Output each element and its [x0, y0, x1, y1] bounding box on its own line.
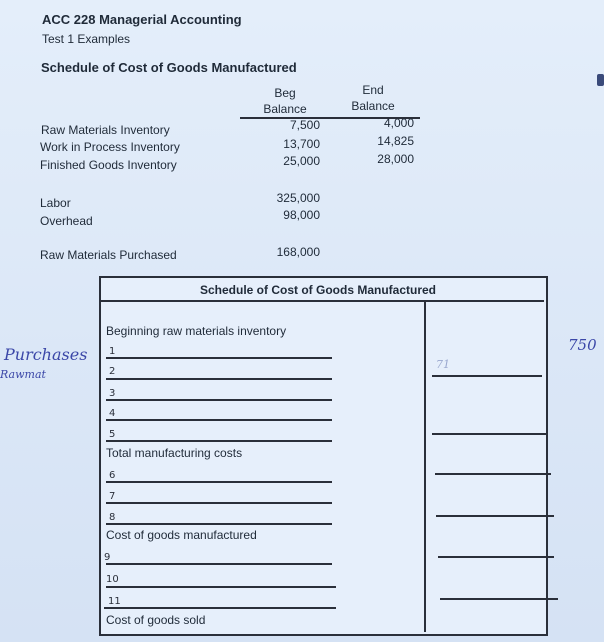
col-beg-line2: Balance	[263, 102, 307, 116]
labor-value: 325,000	[276, 191, 320, 205]
line-number: 9	[104, 552, 111, 563]
entry-line[interactable]	[106, 502, 332, 504]
line-number: 11	[108, 596, 121, 607]
rm-purchased-value: 168,000	[276, 245, 320, 259]
end-raw-materials: 4,000	[383, 116, 414, 130]
handwritten-number: 750	[568, 336, 597, 354]
entry-line[interactable]	[106, 419, 332, 421]
line-number: 8	[109, 512, 116, 523]
beginning-rm-label: Beginning raw materials inventory	[106, 324, 287, 338]
amount-line[interactable]	[432, 433, 548, 435]
line-number: 4	[109, 408, 116, 419]
entry-line[interactable]	[106, 440, 332, 442]
test-subtitle: Test 1 Examples	[42, 32, 131, 46]
row-label-raw-materials: Raw Materials Inventory	[41, 123, 170, 137]
amount-line[interactable]	[436, 515, 554, 517]
end-finished-goods: 28,000	[377, 152, 414, 166]
line-number: 6	[109, 470, 116, 481]
cogm-label: Cost of goods manufactured	[106, 528, 257, 542]
schedule-title: Schedule of Cost of Goods Manufactured	[200, 283, 437, 297]
beg-finished-goods: 25,000	[283, 154, 320, 168]
amount-line[interactable]	[440, 598, 558, 600]
section-title: Schedule of Cost of Goods Manufactured	[41, 60, 297, 75]
faint-mark: 71	[436, 358, 450, 371]
handwritten-purchases: Purchases	[4, 345, 88, 364]
edge-mark	[597, 74, 604, 86]
col-end-line2: Balance	[351, 99, 395, 113]
line-number: 2	[109, 366, 116, 377]
line-number: 3	[109, 388, 116, 399]
overhead-value: 98,000	[283, 208, 320, 222]
row-label-finished-goods: Finished Goods Inventory	[40, 158, 177, 172]
entry-line[interactable]	[106, 357, 332, 359]
entry-line[interactable]	[106, 378, 332, 380]
amount-line[interactable]	[435, 473, 551, 475]
labor-label: Labor	[40, 196, 71, 210]
line-number: 1	[109, 346, 116, 357]
entry-line[interactable]	[106, 563, 332, 565]
amount-line[interactable]	[432, 375, 542, 377]
row-label-wip: Work in Process Inventory	[40, 140, 180, 154]
rm-purchased-label: Raw Materials Purchased	[40, 248, 177, 262]
beg-raw-materials: 7,500	[289, 118, 320, 132]
entry-line[interactable]	[106, 481, 332, 483]
entry-line[interactable]	[106, 399, 332, 401]
beg-wip: 13,700	[283, 137, 320, 151]
amount-line[interactable]	[438, 556, 554, 558]
overhead-label: Overhead	[40, 214, 93, 228]
entry-line[interactable]	[106, 586, 336, 588]
line-number: 5	[109, 429, 116, 440]
col-beg-line1: Beg	[274, 86, 296, 100]
col-end-line1: End	[362, 83, 384, 97]
cogs-label: Cost of goods sold	[106, 613, 206, 627]
entry-line[interactable]	[106, 523, 332, 525]
column-divider	[424, 300, 426, 632]
line-number: 7	[109, 491, 116, 502]
entry-line[interactable]	[104, 607, 336, 609]
end-wip: 14,825	[377, 134, 414, 148]
course-title: ACC 228 Managerial Accounting	[42, 12, 242, 27]
line-number: 10	[106, 574, 119, 585]
total-mfg-label: Total manufacturing costs	[106, 446, 243, 460]
handwritten-rawmat: Rawmat	[0, 368, 46, 381]
